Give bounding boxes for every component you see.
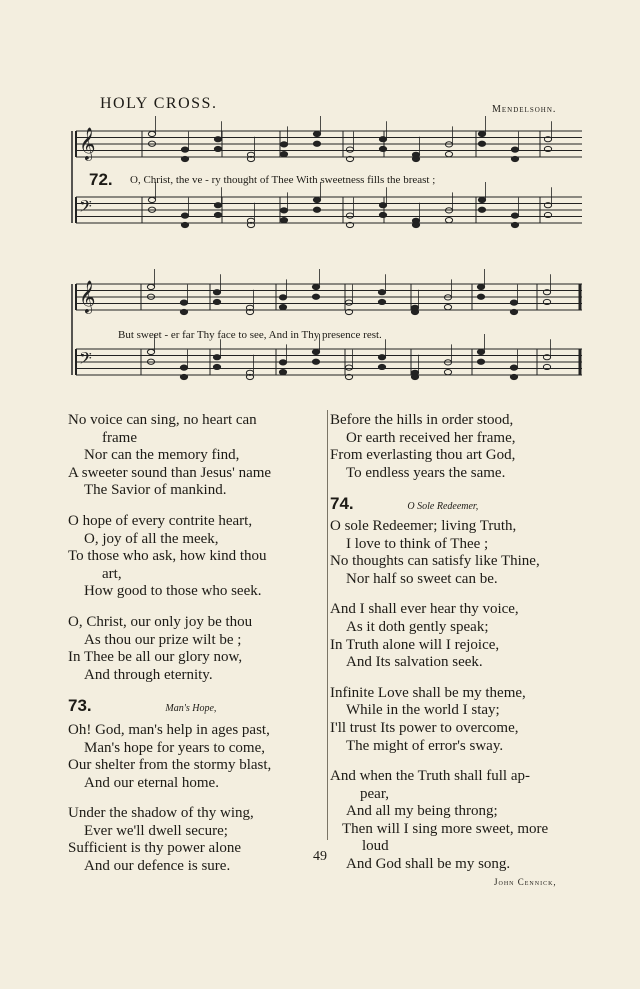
hymn-74-title: O Sole Redeemer, xyxy=(407,501,479,513)
verse-line: No voice can sing, no heart can xyxy=(68,412,257,428)
hymn-74-number: 74. xyxy=(330,494,354,514)
note-head xyxy=(214,137,221,142)
verse-line: Nor half so sweet can be. xyxy=(346,570,498,587)
note-head xyxy=(279,305,286,310)
note-head xyxy=(511,147,518,152)
treble-clef: 𝄞 xyxy=(79,127,96,160)
verse-line: loud xyxy=(362,838,389,855)
verse-line: And our defence is sure. xyxy=(84,858,231,875)
verse-line: I'll trust Its power to overcome, xyxy=(330,719,519,736)
note-head xyxy=(180,365,187,370)
note-head xyxy=(478,207,485,212)
note-head xyxy=(445,152,452,157)
verse-line: The might of error's sway. xyxy=(346,737,504,754)
note-head xyxy=(312,284,319,289)
hymn-74-stanza xyxy=(330,601,592,671)
note-head xyxy=(411,374,418,379)
right-column xyxy=(330,412,592,891)
note-head xyxy=(346,147,353,152)
verse-line: To those who ask, how kind thou xyxy=(68,548,267,565)
verse-line: frame xyxy=(102,429,137,446)
hymn-73-stanza xyxy=(68,805,326,875)
note-head xyxy=(312,294,319,299)
note-head xyxy=(213,290,220,295)
note-head xyxy=(181,222,188,227)
verse-line: And when the Truth shall full ap- xyxy=(330,768,530,785)
note-head xyxy=(280,152,287,157)
hymn-72-stanza xyxy=(68,412,326,500)
note-head xyxy=(510,365,517,370)
note-head xyxy=(510,300,517,305)
note-head xyxy=(147,349,154,354)
verse-line: Under the shadow of thy wing, xyxy=(68,805,254,822)
note-head xyxy=(213,355,220,360)
note-head xyxy=(313,141,320,146)
note-head xyxy=(378,355,385,360)
note-head xyxy=(214,146,221,151)
note-head xyxy=(510,309,517,314)
hymn-72-lyric-line-1: O, Christ, the ve - ry thought of Thee With sweetness fills the breast ; xyxy=(130,174,436,186)
verse-line: As it doth gently speak; xyxy=(346,618,489,635)
page-number: 49 xyxy=(313,849,327,864)
verse-line: Infinite Love shall be my theme, xyxy=(330,684,526,701)
note-head xyxy=(477,284,484,289)
verse-line: Before the hills in order stood, xyxy=(330,412,514,428)
verse-line: Nor can the memory find, xyxy=(84,447,240,464)
verse-line: Or earth received her frame, xyxy=(346,429,516,446)
verse-line: art, xyxy=(102,565,122,582)
note-head xyxy=(214,212,221,217)
verse-line: And through eternity. xyxy=(84,666,213,683)
verse-line: In Thee be all our glory now, xyxy=(68,649,243,666)
note-head xyxy=(346,213,353,218)
note-head xyxy=(280,218,287,223)
hymn-74-heading xyxy=(330,495,592,516)
verse-line: A sweeter sound than Jesus' name xyxy=(68,464,272,481)
note-head xyxy=(312,359,319,364)
note-head xyxy=(378,290,385,295)
note-head xyxy=(510,374,517,379)
note-head xyxy=(378,299,385,304)
verse-line: And all my being throng; xyxy=(346,803,498,820)
hymn-73-heading xyxy=(68,697,326,718)
note-head xyxy=(147,284,154,289)
note-head xyxy=(312,349,319,354)
hymn-74-stanza xyxy=(330,685,592,755)
composer-name: Mendelsohn. xyxy=(492,104,557,115)
note-head xyxy=(478,197,485,202)
note-head xyxy=(148,197,155,202)
note-head xyxy=(379,137,386,142)
author-credit: John Cennick, xyxy=(494,876,557,887)
note-head xyxy=(511,156,518,161)
verse-line: From everlasting thou art God, xyxy=(330,447,516,464)
verse-line: Our shelter from the stormy blast, xyxy=(68,757,272,774)
note-head xyxy=(313,207,320,212)
verse-line: As thou our prize wilt be ; xyxy=(84,631,242,648)
verse-line: Sufficient is thy power alone xyxy=(68,840,242,857)
note-head xyxy=(379,212,386,217)
verse-line: Ever we'll dwell secure; xyxy=(84,822,228,839)
note-head xyxy=(477,359,484,364)
verse-line: And I shall ever hear thy voice, xyxy=(330,601,519,618)
verse-line: And God shall be my song. xyxy=(346,856,511,873)
tune-name: HOLY CROSS. xyxy=(100,95,218,112)
verse-line: O, Christ, our only joy be thou xyxy=(68,613,253,630)
note-head xyxy=(511,222,518,227)
note-head xyxy=(411,309,418,314)
note-head xyxy=(511,213,518,218)
note-head xyxy=(477,349,484,354)
verse-line: How good to those who seek. xyxy=(84,583,262,600)
verse-line: O, joy of all the meek, xyxy=(84,530,219,547)
hymn-72-continued-stanza xyxy=(330,412,592,482)
note-head xyxy=(180,309,187,314)
note-head xyxy=(379,203,386,208)
note-head xyxy=(478,141,485,146)
verse-line: To endless years the same. xyxy=(346,464,506,481)
hymn-72-number: 72. xyxy=(89,170,113,189)
verse-line: No thoughts can satisfy like Thine, xyxy=(330,553,540,570)
verse-line: And our eternal home. xyxy=(84,774,219,791)
note-head xyxy=(280,142,287,147)
note-head xyxy=(444,305,451,310)
bass-clef: 𝄢 xyxy=(79,196,92,220)
verse-line: And Its salvation seek. xyxy=(346,654,483,671)
hymn-73-stanza xyxy=(68,722,326,792)
verse-line: The Savior of mankind. xyxy=(84,482,227,499)
note-head xyxy=(345,365,352,370)
note-head xyxy=(477,294,484,299)
hymn-74-stanza xyxy=(330,518,592,588)
hymn-72-lyric-line-2: But sweet - er far Thy face to see, And in Thy presence rest. xyxy=(118,329,382,341)
verse-line: O sole Redeemer; living Truth, xyxy=(330,517,517,534)
note-head xyxy=(280,208,287,213)
note-head xyxy=(213,364,220,369)
note-head xyxy=(412,222,419,227)
note-head xyxy=(444,370,451,375)
hymn-72-stanza xyxy=(68,513,326,601)
hymn-73-title: Man's Hope, xyxy=(165,703,217,715)
note-head xyxy=(180,374,187,379)
verse-line: In Truth alone will I rejoice, xyxy=(330,636,500,653)
column-divider xyxy=(327,410,328,840)
note-head xyxy=(345,300,352,305)
note-head xyxy=(148,131,155,136)
hymn-73-number: 73. xyxy=(68,696,92,716)
note-head xyxy=(279,295,286,300)
note-head xyxy=(378,364,385,369)
hymn-72-stanza xyxy=(68,614,326,684)
note-head xyxy=(313,131,320,136)
verse-line: Oh! God, man's help in ages past, xyxy=(68,721,270,738)
note-head xyxy=(181,213,188,218)
note-head xyxy=(180,300,187,305)
note-head xyxy=(412,156,419,161)
hymn-74-stanza xyxy=(330,768,592,874)
verse-line: O hope of every contrite heart, xyxy=(68,512,253,529)
note-head xyxy=(279,370,286,375)
treble-clef: 𝄞 xyxy=(79,280,96,313)
note-head xyxy=(214,203,221,208)
note-head xyxy=(279,360,286,365)
note-head xyxy=(379,146,386,151)
verse-line: I love to think of Thee ; xyxy=(346,535,489,552)
note-head xyxy=(181,156,188,161)
verse-line: pear, xyxy=(360,785,389,802)
note-head xyxy=(478,131,485,136)
note-head xyxy=(181,147,188,152)
verse-line: Man's hope for years to come, xyxy=(84,739,265,756)
left-column xyxy=(68,412,326,889)
verse-line: Then will I sing more sweet, more xyxy=(342,820,549,837)
bass-clef: 𝄢 xyxy=(79,348,92,372)
note-head xyxy=(313,197,320,202)
note-head xyxy=(445,218,452,223)
note-head xyxy=(213,299,220,304)
verse-line: While in the world I stay; xyxy=(346,702,500,719)
